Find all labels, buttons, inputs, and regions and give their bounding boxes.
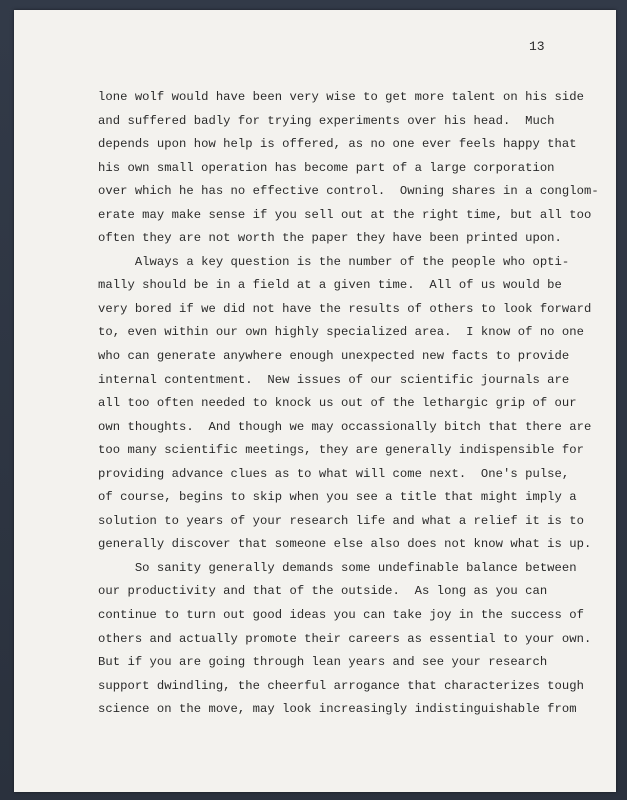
text-line: erate may make sense if you sell out at the right time, but all too [98,207,592,222]
text-line: mally should be in a field at a given time. All of us would be [98,278,562,293]
text-line: support dwindling, the cheerful arrogance that characterizes tough [98,678,585,693]
text-line: depends upon how help is offered, as no one ever feels happy that [98,137,577,152]
text-line: generally discover that someone else also does not know what is up. [98,537,592,552]
text-line: own thoughts. And though we may occassionally bitch that there are [98,419,592,434]
text-line: But if you are going through lean years and see your research [98,655,548,670]
text-line: continue to turn out good ideas you can take joy in the success of [98,608,585,623]
text-line: our productivity and that of the outside. As long as you can [98,584,548,599]
text-line: of course, begins to skip when you see a title that might imply a [98,490,577,505]
text-line: providing advance clues as to what will come next. One's pulse, [98,466,570,481]
text-line: Always a key question is the number of the people who opti- [98,254,570,269]
text-line: science on the move, may look increasingly indistinguishable from [98,702,577,717]
body-text [98,86,618,722]
text-line: all too often needed to knock us out of the lethargic grip of our [98,396,577,411]
text-line: lone wolf would have been very wise to get more talent on his side [98,90,585,104]
text-line: who can generate anywhere enough unexpected new facts to provide [98,349,570,364]
text-line: to, even within our own highly specialized area. I know of no one [98,325,585,340]
text-line: solution to years of your research life and what a relief it is to [98,513,585,528]
text-line: others and actually promote their careers as essential to your own. [98,631,592,646]
text-line: too many scientific meetings, they are generally indispensible for [98,443,585,458]
typewritten-page [14,10,616,792]
text-line: So sanity generally demands some undefinable balance between [98,560,577,575]
text-line: his own small operation has become part of a large corporation [98,160,555,175]
text-line: very bored if we did not have the results of others to look forward [98,301,592,316]
text-line: internal contentment. New issues of our scientific journals are [98,372,570,387]
text-line: and suffered badly for trying experiments over his head. Much [98,113,555,128]
text-line: often they are not worth the paper they have been printed upon. [98,231,562,246]
text-line: over which he has no effective control. Owning shares in a conglom- [98,184,599,199]
page-number: 13 [529,39,545,54]
